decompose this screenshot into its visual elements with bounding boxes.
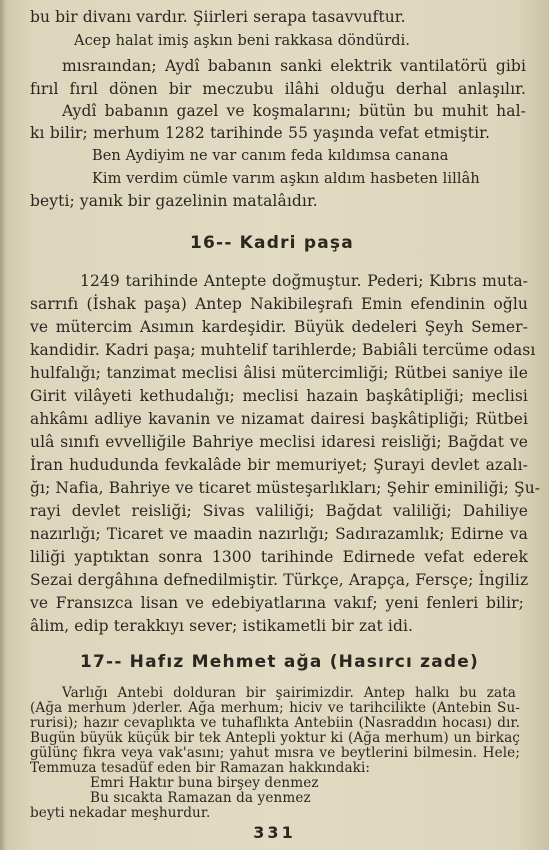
text-line: Bugün büyük küçük bir tek Antepli yoktur ki (Ağa merhum) un birkaç [30,730,520,746]
text-line: fırıl fırıl dönen bir meczubu ilâhi olduğu derhal anlaşılır. [30,80,526,98]
text-line: ahkâmı adliye kavanin ve nizamat dairesi başkâtipliği; Rütbei [30,410,528,428]
section-heading: 16-- Kadri paşa [190,233,354,253]
text-line: ğı; Nafia, Bahriye ve ticaret müsteşarlıkları; Şehir eminiliği; Şu- [30,479,541,497]
text-line: bu bir divanı vardır. Şiirleri serapa tasavvuftur. [30,8,406,26]
text-line: nazırlığı; Ticaret ve maadin nazırlığı; Sadırazamlık; Edirne va [30,525,528,543]
text-line: beyti nekadar meşhurdur. [30,805,211,821]
text-line: mısraından; Aydî babanın sanki elektrik vantilatörü gibi [62,57,526,75]
binding-shadow [0,0,6,850]
text-line: sarrıfı (İshak paşa) Antep Nakibileşrafı Emin efendinin oğlu [30,295,528,313]
verse-line: Emri Haktır buna birşey denmez [90,775,319,791]
text-line: ve Fransızca lisan ve edebiyatlarına vakıf; yeni fenleri bilir; [30,594,524,612]
text-line: hulfalığı; tanzimat meclisi âlisi mütercimliği; Rütbei saniye ile [30,364,528,382]
text-line: âlim, edip terakkıyı sever; istikametli bir zat idi. [30,617,414,635]
page-number: 331 [253,823,296,842]
text-line: 1249 tarihinde Antepte doğmuştur. Pederi; Kıbrıs muta- [80,272,528,290]
text-line: Girit vilâyeti kethudalığı; meclisi hazain başkâtipliği; meclisi [30,387,528,405]
text-line: liliği yaptıktan sonra 1300 tarihinde Edirnede vefat ederek [30,548,528,566]
text-line: beyti; yanık bir gazelinin matalâıdır. [30,192,318,210]
verse-line: Acep halat imiş aşkın beni rakkasa döndürdi. [74,33,411,49]
verse-line: Kim verdim cümle varım aşkın aldım hasbeten lillâh [92,171,480,187]
text-line: rayi devlet reisliği; Sivas valiliği; Bağdat valiliği; Dahiliye [30,502,528,520]
section-heading: 17-- Hafız Mehmet ağa (Hasırcı zade) [80,652,479,672]
text-line: ulâ sınıfı evvelliğile Bahriye meclisi idaresi reisliği; Bağdat ve [30,433,528,451]
text-line: rurisi); hazır cevaplıkta ve tuhaflıkta Antebiin (Nasraddın hocası) dır. [30,715,520,731]
text-line: kı bilir; merhum 1282 tarihinde 55 yaşında vefat etmiştir. [30,124,490,142]
text-line: ve mütercim Asımın kardeşidir. Büyük dedeleri Şeyh Semer- [30,318,528,336]
text-line: gülünç fıkra veya vak'asını; yahut mısra ve beytlerini bilmesin. Hele; [30,745,520,761]
text-line: İran hududunda fevkalâde bir memuriyet; Şurayi devlet azalı- [30,456,528,474]
text-line: (Ağa merhum )derler. Ağa merhum; hiciv ve tarihcilikte (Antebin Su- [30,700,520,716]
verse-line: Ben Aydiyim ne var canım feda kıldımsa canana [92,148,449,164]
text-line: Varlığı Antebi dolduran bir şairimizdir. Antep halkı bu zata [62,685,516,701]
verse-line: Bu sıcakta Ramazan da yenmez [90,790,311,806]
text-line: Temmuza tesadüf eden bir Ramazan hakkındaki: [30,760,371,776]
text-line: Sezai dergâhına defnedilmiştir. Türkçe, Arapça, Fersçe; İngiliz [30,571,529,589]
text-line: Aydî babanın gazel ve koşmalarını; bütün bu muhit hal- [62,102,526,120]
text-line: kandidir. Kadri paşa; muhtelif tarihlerde; Babiâli tercüme odası [30,341,536,359]
